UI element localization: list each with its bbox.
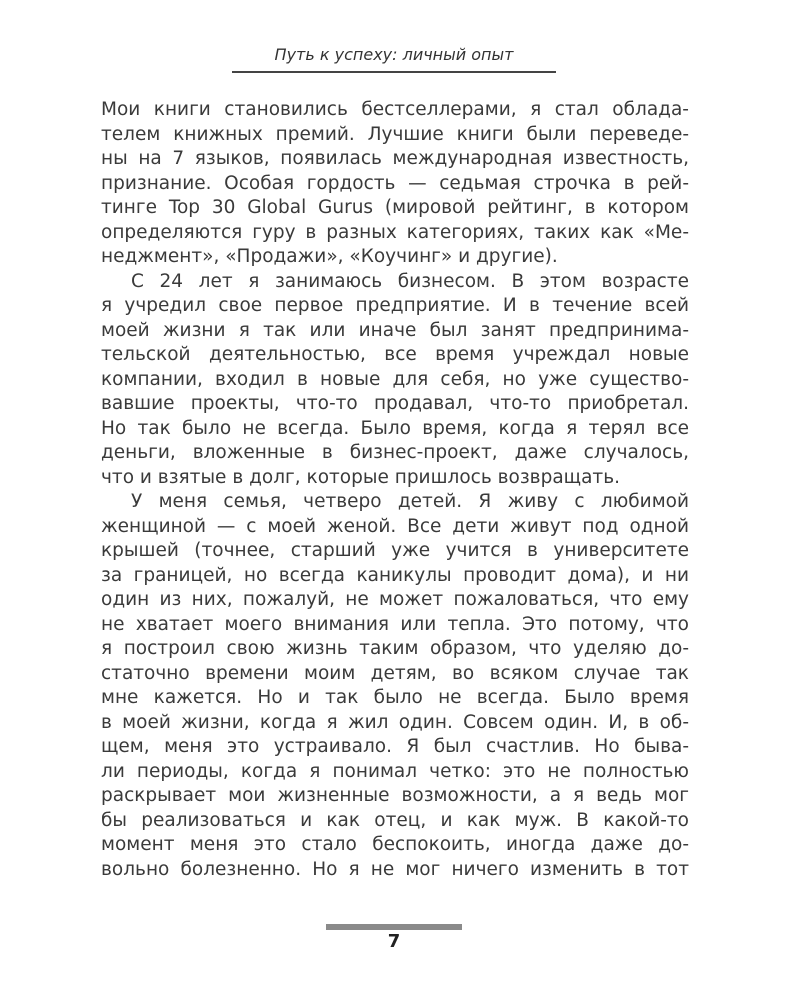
text-line: момент меня это стало беспокоить, иногда даже до- bbox=[101, 834, 689, 855]
text-line: компании, входил в новые для себя, но уже существо- bbox=[101, 368, 689, 390]
text-line: я построил свою жизнь таким образом, что уделяю до- bbox=[101, 638, 689, 659]
text-line: деньги, вложенные в бизнес-проект, даже случалось, bbox=[101, 442, 689, 463]
page-body-text bbox=[101, 98, 689, 882]
text-line: ны на 7 языков, появилась международная известность, bbox=[101, 148, 689, 169]
text-line: вавшие проекты, что-то продавал, что-то приобретал. bbox=[101, 393, 689, 414]
text-line: С 24 лет я занимаюсь бизнесом. В этом возрасте bbox=[131, 270, 689, 292]
text-line: тинге Top 30 Global Gurus (мировой рейтинг, в котором bbox=[101, 197, 689, 218]
text-line: моей жизни я так или иначе был занят предпринима- bbox=[101, 319, 689, 341]
text-line: У меня семья, четверо детей. Я живу с любимой bbox=[131, 491, 689, 512]
text-line: вольно болезненно. Но я не мог ничего изменить в тот bbox=[101, 858, 689, 880]
text-line: тельской деятельностью, все время учреждал новые bbox=[101, 344, 689, 365]
page-number: 7 bbox=[387, 931, 401, 952]
text-line: Но так было не всегда. Было время, когда я терял все bbox=[101, 417, 689, 439]
text-line: крышей (точнее, старший уже учится в университете bbox=[101, 540, 689, 561]
text-line: женщиной — с моей женой. Все дети живут под одной bbox=[101, 515, 689, 537]
footer-bar bbox=[326, 924, 462, 930]
text-line: неджмент», «Продажи», «Коучинг» и другие). bbox=[101, 246, 558, 267]
running-header: Путь к успеху: личный опыт bbox=[274, 45, 514, 64]
text-line: ли периоды, когда я понимал четко: это не полностью bbox=[101, 760, 689, 782]
text-line: за границей, но всегда каникулы проводит дома), и ни bbox=[101, 564, 689, 586]
text-line: бы реализоваться и как отец, и как муж. В какой-то bbox=[101, 809, 689, 831]
text-line: определяются гуру в разных категориях, таких как «Ме- bbox=[101, 221, 689, 243]
text-line: не хватает моего внимания или тепла. Это потому, что bbox=[101, 613, 689, 635]
text-line: щем, меня это устраивало. Я был счастлив. Но быва- bbox=[101, 736, 689, 757]
text-line: Мои книги становились бестселлерами, я стал облада- bbox=[101, 99, 689, 120]
text-line: один из них, пожалуй, не может пожаловаться, что ему bbox=[101, 589, 689, 610]
text-line: мне кажется. Но и так было не всегда. Было время bbox=[101, 687, 689, 708]
text-line: в моей жизни, когда я жил один. Совсем один. И, в об- bbox=[101, 711, 689, 733]
text-line: статочно времени моим детям, во всяком случае так bbox=[101, 662, 689, 684]
header-rule bbox=[232, 71, 556, 73]
text-line: телем книжных премий. Лучшие книги были переведе- bbox=[101, 123, 689, 145]
text-line: раскрывает мои жизненные возможности, а я ведь мог bbox=[101, 785, 689, 806]
text-line: что и взятые в долг, которые пришлось возвращать. bbox=[101, 466, 620, 488]
text-line: признание. Особая гордость — седьмая строчка в рей- bbox=[101, 172, 689, 194]
text-line: я учредил свое первое предприятие. И в течение всей bbox=[101, 295, 689, 316]
